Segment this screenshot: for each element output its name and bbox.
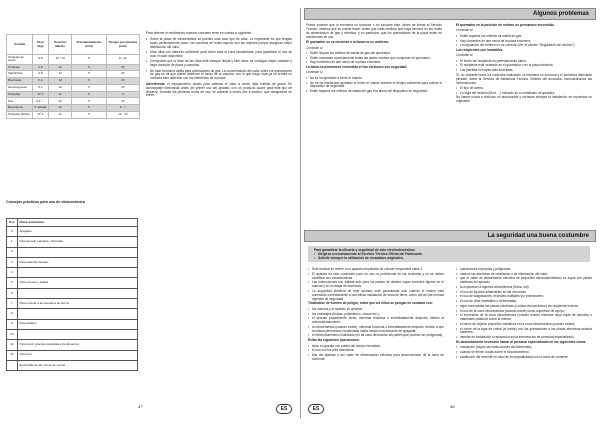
time-cell: 15 bbox=[106, 98, 139, 105]
preheat-cell: 5 bbox=[72, 64, 106, 71]
weight-cell: 0.4 bbox=[33, 84, 49, 91]
time-cell: 10 - 15 bbox=[106, 112, 139, 119]
preheat-cell: 5 bbox=[72, 78, 106, 85]
time-cell: 20 bbox=[106, 71, 139, 78]
check-item: • No se ha apretado a fondo el mando. bbox=[306, 77, 442, 81]
children-heading: Tratándose de fuentes de peligro, evitar que los niños se pongan en contacto con: bbox=[308, 301, 433, 306]
problems-intro: Puede suceder que la encimera no funcione o no funcione bien. Antes de llamar al Servicio Técnico, veamos qué se puede hacer. Antes que nada verificar que haya servicio en las redes de alimentación de gas y eléctrica, y en particular, que los quemadores de la placa estén en condiciones de uso. bbox=[306, 23, 442, 39]
position-description: Para calentar líquidos bbox=[17, 257, 137, 267]
table-row bbox=[7, 268, 138, 278]
position-number: 12 bbox=[7, 350, 18, 360]
food-name-cell: Brochetas bbox=[7, 78, 33, 85]
position-description: Para cremas y salsas bbox=[17, 278, 137, 288]
checks-list bbox=[456, 60, 592, 73]
time-cell: 15 bbox=[106, 84, 139, 91]
safety-notice bbox=[308, 246, 590, 262]
notice-title: Para garantizar la eficacia y seguridad de este electrodoméstico: bbox=[314, 248, 416, 252]
avoid-item: • tirar del aparato o del cable de alimentación eléctrica para desconectarlo de la toma de corriente; bbox=[308, 354, 444, 362]
position-description bbox=[17, 268, 137, 278]
info-item: • El tipo de avería. bbox=[456, 87, 592, 91]
service-info-list bbox=[456, 87, 592, 96]
check-item: • Estén tapados los orificios de salida de gas. bbox=[456, 35, 592, 39]
time-cell: 15 bbox=[106, 78, 139, 85]
food-name-cell: Salchichas bbox=[7, 71, 33, 78]
problem-heading-3: El quemador en la posición de mínimo no permanece encendido. bbox=[456, 23, 555, 27]
weight-cell: 0.4 / ... bbox=[33, 98, 49, 105]
safety-item: • Este manual se refiere a un aparato empotrado de colocar empotrable clase 3. bbox=[308, 268, 444, 272]
table-row bbox=[7, 278, 138, 288]
food-name-cell: Hamburguesa bbox=[7, 84, 33, 91]
cooking-times-table bbox=[6, 34, 140, 119]
table-row bbox=[7, 340, 138, 350]
safety-item: • el encendido de la zona vitrocerámica (cuando existe) mientras haya hojas de aluminio o materiales plásticos sobre la misma; bbox=[456, 314, 592, 322]
position-number: 1 bbox=[7, 237, 18, 247]
avoid-list bbox=[308, 345, 444, 362]
preheat-cell: 5 bbox=[72, 91, 106, 98]
food-name-cell: Chuletas de cerdo bbox=[7, 55, 33, 65]
safety-item: • El aparato ha sido concebido para un uso no profesional en las viviendas y no se deben modificar sus características. bbox=[308, 273, 444, 281]
preheat-cell: 5 bbox=[72, 105, 106, 112]
position-description: Para asados bbox=[17, 319, 137, 329]
knob-position-cell: 12 bbox=[48, 78, 71, 85]
knob-position-cell: 12 bbox=[48, 112, 71, 119]
safety-item: • La seguridad eléctrica de este aparato está garantizada sólo cuando el mismo esté conectado correctamente a una eficaz instalación de toma de tierra, como prevén las normas vigentes de seguridad. bbox=[308, 290, 444, 302]
notice-item: • Solicite siempre la utilización de recambios originales. bbox=[314, 256, 584, 260]
preheat-cell: 5 bbox=[72, 71, 106, 78]
tip-item: • Sobre la placa de vitrocerámica se pueden usar todo tipo de ollas. Lo importante es que tengan fondo perfectamente plano: las cazuelas de fondo espeso son las mejores porque aseguran mejor distribución del calor. bbox=[146, 38, 292, 50]
tip-item: • Comprobar que la base de las ollas esté siempre limpia y bien seca: se consigue mejor contacto y larga duración de placa y cazuelas. bbox=[146, 60, 292, 68]
safety-item: • el cierre de objetos pequeños metálicos en la zona vitrocerámica (cuando existe); bbox=[456, 323, 592, 327]
specialist-item: • instalación (según las instrucciones del fabricante); bbox=[456, 346, 592, 350]
position-description bbox=[17, 247, 137, 257]
service-warning: No llamar nunca a técnicos no autorizados y rechazar siempre la instalación de repuestos no originales. bbox=[456, 95, 592, 104]
table-row bbox=[7, 71, 140, 78]
safety-col-2 bbox=[456, 268, 592, 360]
check-item: • Estén limpios los orificios de salida de gas del quemador. bbox=[306, 52, 442, 56]
safety-list bbox=[308, 268, 444, 302]
language-badge: ES bbox=[308, 404, 324, 414]
safety-item: • el uso de adaptadores, enchufes múltiples y/o extensiones; bbox=[456, 295, 592, 299]
usage-tips-text bbox=[146, 32, 292, 100]
check-item: • Hay corrientes de aire cerca de la placa encimera. bbox=[456, 40, 592, 44]
table-row bbox=[7, 319, 138, 329]
safety-item: • obstruir las aberturas de ventilación o de eliminación del calor; bbox=[456, 273, 592, 277]
hazard-item: • los embalajes (bolsas, poliestireno, clavos etc.); bbox=[308, 313, 444, 317]
check-item: • Estén tapados los orificios de salida del gas a la altura del dispositivo de seguridad. bbox=[306, 90, 442, 94]
weight-cell: 0.8 bbox=[33, 55, 49, 65]
page-number: 48 bbox=[450, 404, 455, 410]
table-row bbox=[7, 55, 140, 65]
column-header: Precalentamiento (min) bbox=[72, 35, 106, 55]
column-header: Comida bbox=[7, 35, 33, 55]
position-description bbox=[17, 329, 137, 339]
position-description: Para cocinar a temperatura de hervor bbox=[17, 299, 137, 309]
weight-cell: 0.4 bbox=[33, 78, 49, 85]
hazard-item: • la vitrocerámica (cuando existe), mientras funciona o inmediatamente después, debido a que la misma permanece recalentada hasta media hora después de apagada; bbox=[308, 326, 444, 334]
position-number: 0 bbox=[7, 227, 18, 237]
check-label: Controlar si: bbox=[456, 28, 474, 33]
table-row bbox=[7, 350, 138, 360]
food-name-cell: Pan bbox=[7, 98, 33, 105]
time-cell: 8 / 12 bbox=[106, 55, 139, 65]
check-item: • Las parrillas no hayan sido invertidas. bbox=[456, 69, 592, 73]
weight-cell: Nº 4 bbox=[33, 112, 49, 119]
position-number: 9 bbox=[7, 319, 18, 329]
table-row bbox=[7, 237, 138, 247]
position-number: 5 bbox=[7, 278, 18, 288]
food-name-cell: Tostadas bbox=[7, 91, 33, 98]
specialist-item: • sustitución del enchufe en caso de incompatibilidad con la toma de corriente. bbox=[456, 356, 592, 360]
safety-item: • que el cable de alimentación eléctrica de pequeños electrodomésticos se toque con partes calientes del aparato; bbox=[456, 277, 592, 285]
tip-item: • No usar la misma vajilla para quemadores de gas. La concentración del calor sobre los quemadores de gas es tal que puede deformar el fondo de la cazuela, con lo que luego ésta ya no tendrá un contacto bien adherido con los elementos de la placa. bbox=[146, 70, 292, 82]
food-name-cell: Tostadas dobles bbox=[7, 112, 33, 119]
safety-item: • el uso de ollas inestables o deformadas; bbox=[456, 300, 592, 304]
check-item: • Estén montadas correctamente todas las partes móviles que componen el quemador. bbox=[306, 57, 442, 61]
position-description bbox=[17, 288, 137, 298]
safety-band: La seguridad una buena costumbre bbox=[304, 230, 596, 242]
pos-header: Pos bbox=[7, 219, 18, 227]
position-description: Para derretir manteca, chocolate bbox=[17, 237, 137, 247]
table-row bbox=[7, 257, 138, 267]
table-row bbox=[7, 112, 140, 119]
check-label: Controlar si: bbox=[306, 45, 324, 50]
position-number: 6 bbox=[7, 288, 18, 298]
position-description: Encendido de las zonas de cocina bbox=[17, 360, 137, 370]
position-number: 4 bbox=[7, 268, 18, 278]
info-item: • La sigla del modelo (Mod. ...) indicado en el certificado de garantía. bbox=[456, 92, 592, 96]
check-item: • El recipiente esté centrado en el quemador o en la placa eléctrica. bbox=[456, 64, 592, 68]
problems-band: Algunos problemas bbox=[304, 8, 596, 20]
safety-item: • dejar encendidas las placas eléctricas (o placa vitrocerámica) sin recipiente encima; bbox=[456, 305, 592, 309]
service-paragraph: Si, no obstante todos los controles realizados, la encimera no funciona y el problema detectado persiste, llame al Servicio de Asistencia Técnica. Informe del anomalía, comunicándose las informaciones: bbox=[456, 72, 592, 85]
position-description: Para freír bbox=[17, 350, 137, 360]
problem-heading-1: El quemador no se enciende o la llama no es uniforme. bbox=[306, 40, 390, 45]
time-cell: 15 bbox=[106, 64, 139, 71]
position-number: 8 bbox=[7, 309, 18, 319]
check-item: • No se ha mantenido apretado el botón el mando durante el tiempo suficiente para activar el dispositivo de seguridad. bbox=[306, 82, 442, 90]
weight-cell: 0.8 bbox=[33, 64, 49, 71]
position-number bbox=[7, 360, 18, 370]
safety-item: • Las instrucciones son válidas sólo para los países de destino cuyos símbolos figuran en el manual y en la chapa de matrícula. bbox=[308, 281, 444, 289]
table-row bbox=[7, 64, 140, 71]
check-item: • La regulación del mínimo no es correcta (Ver el párrafo "Regulación del mínimo"). bbox=[456, 44, 592, 48]
position-description: Apagado bbox=[17, 227, 137, 237]
position-description: Para hervir grandes cantidades de alimentos bbox=[17, 340, 137, 350]
checks-list bbox=[306, 77, 442, 94]
right-page bbox=[304, 8, 596, 416]
table-row bbox=[7, 98, 140, 105]
tips-list bbox=[146, 38, 292, 82]
page-number: 47 bbox=[138, 404, 143, 410]
specialist-item: • cuando se tienen dudas sobre el funcionamiento; bbox=[456, 351, 592, 355]
weight-cell: 0.8 bbox=[33, 71, 49, 78]
table-row bbox=[7, 105, 140, 112]
preheat-cell: 5 bbox=[72, 98, 106, 105]
column-header: Peso (Kg) bbox=[33, 35, 49, 55]
table-row bbox=[7, 299, 138, 309]
knob-position-cell: 12 bbox=[48, 64, 71, 71]
left-page bbox=[4, 8, 296, 416]
safety-item: • operaciones impropias y peligrosas; bbox=[456, 268, 592, 272]
avoid-heading: Evitar las siguientes operaciones: bbox=[308, 338, 360, 343]
warning-paragraph bbox=[146, 83, 292, 99]
knob-position-cell: 12 bbox=[48, 71, 71, 78]
position-number: 3 bbox=[7, 257, 18, 267]
notice-list bbox=[314, 252, 584, 260]
time-cell: 4 bbox=[106, 91, 139, 98]
plate-header: Placa automática bbox=[17, 219, 137, 227]
safety-item: • el cierre de la tapa de cristal (si existe) con los quemadores o las placas eléctricas todavía calientes; bbox=[456, 328, 592, 336]
children-list bbox=[308, 308, 444, 339]
check-label: Controlar si: bbox=[306, 70, 324, 75]
automatic-plate-table bbox=[6, 218, 138, 371]
safety-list bbox=[456, 268, 592, 340]
column-header: Tiempo por plancha (min) bbox=[106, 35, 139, 55]
position-number: 10 bbox=[7, 329, 18, 339]
preheat-cell: 5 bbox=[72, 112, 106, 119]
check-item: • Hay corrientes de aire cerca de la placa encimera. bbox=[306, 61, 442, 65]
specialist-list bbox=[456, 346, 592, 359]
tips-intro: Para obtener el rendimiento máximo conviene tener en cuenta lo siguiente: bbox=[146, 31, 252, 35]
table-row bbox=[7, 91, 140, 98]
table-row bbox=[7, 360, 138, 370]
preheat-cell: 5 bbox=[72, 55, 106, 65]
check-label: Controlar si: bbox=[456, 53, 474, 58]
problem-heading-2: La llama no permanece encendida en las versiones con seguridad: bbox=[306, 65, 408, 70]
language-badge: ES bbox=[276, 404, 292, 414]
check-item: • El fondo del recipiente es perfectamente plano. bbox=[456, 60, 592, 64]
notice-item: • Dirigirse exclusivamente al Servicio Técnico Oficial del Fabricante. bbox=[314, 252, 584, 256]
specialist-heading: Es absolutamente necesario llamar al personal especializado en los siguientes casos: bbox=[456, 339, 587, 344]
weight-cell: 3 rodajas bbox=[33, 105, 49, 112]
table-row bbox=[7, 329, 138, 339]
checks-list bbox=[306, 52, 442, 65]
safety-item: • el uso de la zona vitrocerámica (cuando existe) como superficie de apoyo; bbox=[456, 310, 592, 314]
checks-list bbox=[456, 35, 592, 48]
food-name-cell: Berenjenas bbox=[7, 105, 33, 112]
position-number: 7 bbox=[7, 299, 18, 309]
safety-col-1 bbox=[308, 268, 444, 363]
table-row bbox=[7, 78, 140, 85]
position-number: 11 bbox=[7, 340, 18, 350]
safety-item: • intentar de instalación o reparación sin la intervención de personal especializado. bbox=[456, 336, 592, 340]
table-row bbox=[7, 227, 138, 237]
avoid-item: • el uso con los pies descalzos; bbox=[308, 349, 444, 353]
time-cell: 6 - 7 bbox=[106, 105, 139, 112]
column-header: Posición Mando bbox=[48, 35, 71, 55]
knob-position-cell: 12 bbox=[48, 84, 71, 91]
avoid-item: • tocar el aparato con partes del cuerpo húmedas; bbox=[308, 345, 444, 349]
warning-label: Advertencia: bbox=[146, 81, 166, 86]
table-row bbox=[7, 309, 138, 319]
knob-position-cell: 12 / 10 bbox=[48, 55, 71, 65]
table-row bbox=[7, 288, 138, 298]
weight-cell: Nº 4 bbox=[33, 91, 49, 98]
safety-item: • la exposición a agentes atmosféricos (lluvia, sol); bbox=[456, 286, 592, 290]
safety-item: • el uso de líquidos inflamables en las cercanías; bbox=[456, 291, 592, 295]
knob-position-cell: 12 bbox=[48, 98, 71, 105]
food-name-cell: Chuletas bbox=[7, 64, 33, 71]
knob-position-cell: 12 bbox=[48, 91, 71, 98]
hazard-item: • el aparato propiamente dicho, mientras funciona o inmediatamente después, debido al sobrecalentamiento; bbox=[308, 317, 444, 325]
page-divider bbox=[300, 8, 301, 418]
position-number: 2 bbox=[7, 247, 18, 257]
knob-position-cell: 12 bbox=[48, 105, 71, 112]
problem-heading-4: Los recipientes son inestables. bbox=[456, 47, 504, 52]
preheat-cell: 5 bbox=[72, 84, 106, 91]
hazard-item: • los mandos y el aparato en general; bbox=[308, 308, 444, 312]
position-description bbox=[17, 309, 137, 319]
table-row bbox=[7, 247, 138, 257]
tip-item: • Usar ollas con diámetro suficiente para cubrir toda la zona escalentada, para garantizar el uso de todo el calor disponible. bbox=[146, 51, 292, 59]
ceramic-tips-title: Consejos prácticos para uso de vitrocerámica bbox=[6, 200, 85, 204]
problems-col-2 bbox=[456, 24, 592, 106]
table-row bbox=[7, 84, 140, 91]
hazard-item: • el electrodoméstico inutilizado (en tal caso desmontar las partes que podrían ser peligrosas). bbox=[308, 334, 444, 338]
problems-col-1 bbox=[306, 24, 442, 95]
warning-text: el equipamiento usado para calentar el calor a veces deja huellas de grasa. Es aconsejable eliminarlas antes del primer uso del aparato, con un producto suave para este tipo de limpieza. Durante los primeras horas de uso, se advierte a veces olor a caucho, que desaparece en breve. bbox=[146, 81, 292, 98]
